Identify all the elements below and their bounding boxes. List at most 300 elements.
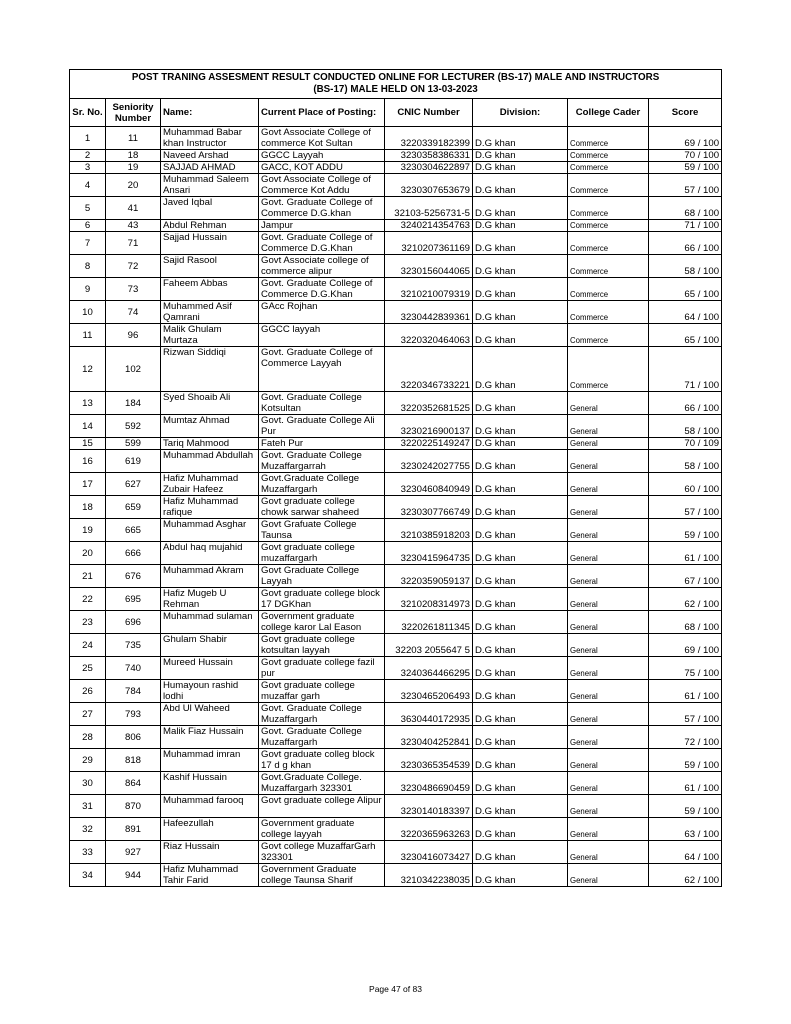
result-table — [69, 69, 722, 887]
table-row — [70, 726, 722, 749]
row-sr: 2 — [70, 150, 106, 162]
table-row — [70, 795, 722, 818]
row-name: Abdul haq mujahid — [161, 542, 259, 565]
table-row — [70, 301, 722, 324]
row-division: D.G khan — [473, 150, 568, 162]
row-sr: 15 — [70, 438, 106, 450]
row-seniority: 72 — [106, 255, 161, 278]
row-cnic: 3230358386331 — [385, 150, 473, 162]
row-seniority: 818 — [106, 749, 161, 772]
row-name: Sajid Rasool — [161, 255, 259, 278]
row-division: D.G khan — [473, 347, 568, 392]
row-division: D.G khan — [473, 634, 568, 657]
title-line-1: POST TRANING ASSESMENT RESULT CONDUCTED ONLINE FOR LECTURER (BS-17) MALE AND INSTRUCTORS — [131, 72, 660, 83]
row-score: 62 / 100 — [649, 864, 722, 887]
row-score: 66 / 100 — [649, 232, 722, 255]
row-sr: 21 — [70, 565, 106, 588]
row-cnic: 3230365354539 — [385, 749, 473, 772]
row-sr: 23 — [70, 611, 106, 634]
row-posting: Govt. Graduate College Kotsultan — [259, 392, 385, 415]
row-name: Abd Ul Waheed — [161, 703, 259, 726]
table-row — [70, 588, 722, 611]
row-seniority: 73 — [106, 278, 161, 301]
row-seniority: 870 — [106, 795, 161, 818]
row-name: Muhammad imran — [161, 749, 259, 772]
row-cnic: 3230460840949 — [385, 473, 473, 496]
row-posting: Fateh Pur — [259, 438, 385, 450]
row-seniority: 793 — [106, 703, 161, 726]
row-seniority: 696 — [106, 611, 161, 634]
row-cadre: General — [568, 749, 649, 772]
row-sr: 18 — [70, 496, 106, 519]
row-cadre: Commerce — [568, 127, 649, 150]
row-cnic: 3210208314973 — [385, 588, 473, 611]
row-name: Malik Fiaz Hussain — [161, 726, 259, 749]
row-name: Mumtaz Ahmad — [161, 415, 259, 438]
table-row — [70, 197, 722, 220]
row-cnic: 3220225149247 — [385, 438, 473, 450]
row-score: 69 / 100 — [649, 127, 722, 150]
row-score: 65 / 100 — [649, 324, 722, 347]
row-cadre: General — [568, 392, 649, 415]
row-sr: 19 — [70, 519, 106, 542]
row-posting: Govt graduate college Alipur — [259, 795, 385, 818]
row-sr: 13 — [70, 392, 106, 415]
row-seniority: 11 — [106, 127, 161, 150]
row-cnic: 3630440172935 — [385, 703, 473, 726]
row-cadre: General — [568, 818, 649, 841]
row-division: D.G khan — [473, 255, 568, 278]
row-seniority: 665 — [106, 519, 161, 542]
row-cnic: 3220352681525 — [385, 392, 473, 415]
row-cnic: 3230415964735 — [385, 542, 473, 565]
row-cnic: 3230416073427 — [385, 841, 473, 864]
row-cadre: General — [568, 565, 649, 588]
row-seniority: 695 — [106, 588, 161, 611]
row-cnic: 3230307766749 — [385, 496, 473, 519]
row-cnic: 3210210079319 — [385, 278, 473, 301]
row-cadre: Commerce — [568, 278, 649, 301]
row-score: 59 / 100 — [649, 795, 722, 818]
table-row — [70, 749, 722, 772]
row-posting: Govt graduate college block 17 DGKhan — [259, 588, 385, 611]
row-seniority: 784 — [106, 680, 161, 703]
table-row — [70, 496, 722, 519]
row-cnic: 3240364466295 — [385, 657, 473, 680]
row-division: D.G khan — [473, 542, 568, 565]
row-score: 57 / 100 — [649, 174, 722, 197]
row-division: D.G khan — [473, 703, 568, 726]
row-cnic: 3240214354763 — [385, 220, 473, 232]
row-cnic: 3230216900137 — [385, 415, 473, 438]
row-cadre: Commerce — [568, 255, 649, 278]
row-score: 58 / 100 — [649, 415, 722, 438]
row-cnic: 3230242027755 — [385, 450, 473, 473]
row-name: Muhammad farooq — [161, 795, 259, 818]
row-posting: Govt. Graduate College Muzaffargarh — [259, 726, 385, 749]
row-division: D.G khan — [473, 611, 568, 634]
row-cadre: General — [568, 588, 649, 611]
table-row — [70, 415, 722, 438]
table-row — [70, 519, 722, 542]
row-cnic: 3230140183397 — [385, 795, 473, 818]
row-score: 66 / 100 — [649, 392, 722, 415]
row-sr: 25 — [70, 657, 106, 680]
row-sr: 14 — [70, 415, 106, 438]
table-row — [70, 818, 722, 841]
row-division: D.G khan — [473, 680, 568, 703]
row-posting: Govt. Graduate College Muzaffargarrah — [259, 450, 385, 473]
row-name: Muhammad Abdullah — [161, 450, 259, 473]
row-score: 68 / 100 — [649, 197, 722, 220]
row-score: 70 / 109 — [649, 438, 722, 450]
table-row — [70, 611, 722, 634]
row-name: Muhammad Saleem Ansari — [161, 174, 259, 197]
row-name: Rizwan Siddiqi — [161, 347, 259, 392]
row-score: 57 / 100 — [649, 703, 722, 726]
table-row — [70, 232, 722, 255]
row-score: 58 / 100 — [649, 255, 722, 278]
row-score: 59 / 100 — [649, 162, 722, 174]
header-cnic: CNIC Number — [385, 99, 473, 127]
header-division: Division: — [473, 99, 568, 127]
row-score: 64 / 100 — [649, 301, 722, 324]
row-cadre: General — [568, 703, 649, 726]
row-posting: Jampur — [259, 220, 385, 232]
table-row — [70, 347, 722, 392]
row-name: Faheem Abbas — [161, 278, 259, 301]
row-sr: 11 — [70, 324, 106, 347]
row-division: D.G khan — [473, 392, 568, 415]
row-posting: Govt.Graduate College. Muzaffargarh 323301 — [259, 772, 385, 795]
row-division: D.G khan — [473, 795, 568, 818]
table-row — [70, 703, 722, 726]
row-name: Hafiz Mugeb U Rehman — [161, 588, 259, 611]
row-seniority: 659 — [106, 496, 161, 519]
row-score: 63 / 100 — [649, 818, 722, 841]
row-score: 70 / 100 — [649, 150, 722, 162]
row-score: 60 / 100 — [649, 473, 722, 496]
row-seniority: 96 — [106, 324, 161, 347]
row-score: 59 / 100 — [649, 519, 722, 542]
row-posting: Govt graduate college muzaffargarh — [259, 542, 385, 565]
table-row — [70, 392, 722, 415]
row-name: Syed Shoaib Ali — [161, 392, 259, 415]
row-cnic: 3220261811345 — [385, 611, 473, 634]
row-division: D.G khan — [473, 565, 568, 588]
row-cnic: 3220365963263 — [385, 818, 473, 841]
row-score: 65 / 100 — [649, 278, 722, 301]
row-name: Hafiz Muhammad Zubair Hafeez — [161, 473, 259, 496]
row-posting: Government graduate college karor Lal Eason — [259, 611, 385, 634]
row-posting: Government graduate college layyah — [259, 818, 385, 841]
row-cadre: Commerce — [568, 197, 649, 220]
row-division: D.G khan — [473, 278, 568, 301]
row-sr: 16 — [70, 450, 106, 473]
row-sr: 30 — [70, 772, 106, 795]
page-footer: Page 47 of 83 — [369, 984, 422, 994]
row-cnic: 3210385918203 — [385, 519, 473, 542]
row-sr: 33 — [70, 841, 106, 864]
row-cnic: 3210207361169 — [385, 232, 473, 255]
row-cnic: 3210342238035 — [385, 864, 473, 887]
row-seniority: 891 — [106, 818, 161, 841]
row-name: Hafiz Muhammad rafique — [161, 496, 259, 519]
row-cadre: General — [568, 680, 649, 703]
row-sr: 1 — [70, 127, 106, 150]
row-posting: Govt Graduate College Layyah — [259, 565, 385, 588]
row-seniority: 806 — [106, 726, 161, 749]
row-cadre: General — [568, 496, 649, 519]
header-score: Score — [649, 99, 722, 127]
row-cadre: General — [568, 519, 649, 542]
row-seniority: 740 — [106, 657, 161, 680]
row-cadre: General — [568, 450, 649, 473]
row-sr: 7 — [70, 232, 106, 255]
row-sr: 8 — [70, 255, 106, 278]
row-posting: Govt college MuzaffarGarh 323301 — [259, 841, 385, 864]
row-cadre: Commerce — [568, 301, 649, 324]
row-division: D.G khan — [473, 726, 568, 749]
row-cadre: General — [568, 634, 649, 657]
row-division: D.G khan — [473, 519, 568, 542]
row-name: Javed Iqbal — [161, 197, 259, 220]
row-name: Naveed Arshad — [161, 150, 259, 162]
row-sr: 22 — [70, 588, 106, 611]
row-seniority: 19 — [106, 162, 161, 174]
row-name: Hafiz Muhammad Tahir Farid — [161, 864, 259, 887]
row-division: D.G khan — [473, 301, 568, 324]
row-posting: Govt Associate College of Commerce Kot Addu — [259, 174, 385, 197]
row-score: 71 / 100 — [649, 347, 722, 392]
header-seniority: Seniority Number — [106, 99, 161, 127]
row-name: Kashif Hussain — [161, 772, 259, 795]
table-row — [70, 772, 722, 795]
row-posting: Govt graduate college kotsultan layyah — [259, 634, 385, 657]
row-name: Riaz Hussain — [161, 841, 259, 864]
row-score: 69 / 100 — [649, 634, 722, 657]
table-row — [70, 657, 722, 680]
row-sr: 34 — [70, 864, 106, 887]
row-score: 71 / 100 — [649, 220, 722, 232]
row-sr: 31 — [70, 795, 106, 818]
row-score: 64 / 100 — [649, 841, 722, 864]
row-cadre: Commerce — [568, 347, 649, 392]
row-cnic: 3230404252841 — [385, 726, 473, 749]
row-posting: Govt. Graduate College Ali Pur — [259, 415, 385, 438]
row-seniority: 619 — [106, 450, 161, 473]
row-name: Muhammad Asghar — [161, 519, 259, 542]
row-sr: 29 — [70, 749, 106, 772]
row-division: D.G khan — [473, 232, 568, 255]
row-cnic: 3230442839361 — [385, 301, 473, 324]
row-division: D.G khan — [473, 841, 568, 864]
row-name: SAJJAD AHMAD — [161, 162, 259, 174]
row-seniority: 599 — [106, 438, 161, 450]
row-cnic: 32203 2055647 5 — [385, 634, 473, 657]
row-posting: Government Graduate college Taunsa Sharif — [259, 864, 385, 887]
row-posting: Govt. Graduate College of Commerce D.G.khan — [259, 197, 385, 220]
row-sr: 27 — [70, 703, 106, 726]
row-division: D.G khan — [473, 438, 568, 450]
row-cnic: 3220339182399 — [385, 127, 473, 150]
row-cnic: 3220359059137 — [385, 565, 473, 588]
row-cnic: 3230486690459 — [385, 772, 473, 795]
table-row — [70, 634, 722, 657]
header-cadre: College Cader — [568, 99, 649, 127]
row-seniority: 676 — [106, 565, 161, 588]
row-score: 58 / 100 — [649, 450, 722, 473]
row-cadre: Commerce — [568, 162, 649, 174]
row-division: D.G khan — [473, 588, 568, 611]
row-cadre: General — [568, 542, 649, 565]
row-score: 67 / 100 — [649, 565, 722, 588]
row-score: 72 / 100 — [649, 726, 722, 749]
row-cadre: General — [568, 611, 649, 634]
row-sr: 32 — [70, 818, 106, 841]
row-seniority: 41 — [106, 197, 161, 220]
row-sr: 9 — [70, 278, 106, 301]
table-row — [70, 174, 722, 197]
table-row — [70, 450, 722, 473]
row-seniority: 43 — [106, 220, 161, 232]
row-division: D.G khan — [473, 174, 568, 197]
row-sr: 6 — [70, 220, 106, 232]
table-row — [70, 565, 722, 588]
row-name: Muhammad Akram — [161, 565, 259, 588]
table-row — [70, 220, 722, 232]
row-seniority: 666 — [106, 542, 161, 565]
row-seniority: 71 — [106, 232, 161, 255]
header-name: Name: — [161, 99, 259, 127]
row-sr: 28 — [70, 726, 106, 749]
row-division: D.G khan — [473, 749, 568, 772]
row-seniority: 944 — [106, 864, 161, 887]
row-name: Muhammad Babar khan Instructor — [161, 127, 259, 150]
table-row — [70, 278, 722, 301]
row-posting: Govt Associate College of commerce Kot Sultan — [259, 127, 385, 150]
table-row — [70, 255, 722, 278]
table-row — [70, 841, 722, 864]
row-seniority: 184 — [106, 392, 161, 415]
row-division: D.G khan — [473, 197, 568, 220]
row-division: D.G khan — [473, 496, 568, 519]
table-row — [70, 162, 722, 174]
row-cadre: General — [568, 726, 649, 749]
row-posting: Govt. Graduate College of Commerce D.G.Khan — [259, 232, 385, 255]
document-title — [70, 70, 722, 99]
row-sr: 20 — [70, 542, 106, 565]
row-seniority: 102 — [106, 347, 161, 392]
row-sr: 4 — [70, 174, 106, 197]
row-division: D.G khan — [473, 864, 568, 887]
table-row — [70, 127, 722, 150]
row-cadre: General — [568, 864, 649, 887]
row-sr: 10 — [70, 301, 106, 324]
row-division: D.G khan — [473, 127, 568, 150]
row-seniority: 592 — [106, 415, 161, 438]
row-cnic: 3230156044065 — [385, 255, 473, 278]
row-sr: 3 — [70, 162, 106, 174]
table-row — [70, 150, 722, 162]
row-score: 68 / 100 — [649, 611, 722, 634]
row-name: Mureed Hussain — [161, 657, 259, 680]
row-posting: Govt Associate college of commerce alipur — [259, 255, 385, 278]
row-score: 57 / 100 — [649, 496, 722, 519]
row-cadre: Commerce — [568, 220, 649, 232]
row-name: Sajjad Hussain — [161, 232, 259, 255]
row-cnic: 3230307653679 — [385, 174, 473, 197]
row-cadre: Commerce — [568, 150, 649, 162]
row-cadre: Commerce — [568, 174, 649, 197]
row-score: 62 / 100 — [649, 588, 722, 611]
row-cnic: 32103-5256731-5 — [385, 197, 473, 220]
row-cnic: 3230465206493 — [385, 680, 473, 703]
row-name: Muhammad sulaman — [161, 611, 259, 634]
row-cadre: Commerce — [568, 232, 649, 255]
row-score: 75 / 100 — [649, 657, 722, 680]
table-row — [70, 542, 722, 565]
row-division: D.G khan — [473, 162, 568, 174]
row-posting: GAcc Rojhan — [259, 301, 385, 324]
row-cadre: General — [568, 473, 649, 496]
row-division: D.G khan — [473, 324, 568, 347]
row-cadre: General — [568, 415, 649, 438]
row-seniority: 735 — [106, 634, 161, 657]
row-division: D.G khan — [473, 450, 568, 473]
row-cnic: 3220320464063 — [385, 324, 473, 347]
row-name: Tariq Mahmood — [161, 438, 259, 450]
table-row — [70, 473, 722, 496]
row-posting: Govt Grafuate College Taunsa — [259, 519, 385, 542]
row-division: D.G khan — [473, 473, 568, 496]
header-posting: Current Place of Posting: — [259, 99, 385, 127]
row-name: Humayoun rashid lodhi — [161, 680, 259, 703]
row-sr: 12 — [70, 347, 106, 392]
row-seniority: 74 — [106, 301, 161, 324]
row-cadre: Commerce — [568, 324, 649, 347]
row-seniority: 864 — [106, 772, 161, 795]
row-name: Hafeezullah — [161, 818, 259, 841]
title-line-2: (BS-17) MALE HELD ON 13-03-2023 — [313, 84, 478, 95]
table-row — [70, 864, 722, 887]
row-division: D.G khan — [473, 220, 568, 232]
row-seniority: 20 — [106, 174, 161, 197]
row-score: 59 / 100 — [649, 749, 722, 772]
row-score: 61 / 100 — [649, 772, 722, 795]
row-posting: Govt. Graduate College of Commerce Layyah — [259, 347, 385, 392]
table-row — [70, 438, 722, 450]
row-posting: Govt graduate colleg block 17 d g khan — [259, 749, 385, 772]
row-posting: GACC, KOT ADDU — [259, 162, 385, 174]
row-posting: Govt. Graduate College Muzaffargarh — [259, 703, 385, 726]
row-sr: 17 — [70, 473, 106, 496]
row-seniority: 927 — [106, 841, 161, 864]
row-seniority: 627 — [106, 473, 161, 496]
row-name: Abdul Rehman — [161, 220, 259, 232]
row-cadre: General — [568, 841, 649, 864]
row-cadre: General — [568, 795, 649, 818]
row-division: D.G khan — [473, 818, 568, 841]
row-cadre: General — [568, 772, 649, 795]
row-division: D.G khan — [473, 772, 568, 795]
row-sr: 5 — [70, 197, 106, 220]
row-posting: GGCC Layyah — [259, 150, 385, 162]
row-cadre: General — [568, 438, 649, 450]
row-posting: Govt graduate college muzaffar garh — [259, 680, 385, 703]
row-posting: Govt. Graduate College of Commerce D.G.Khan — [259, 278, 385, 301]
table-body — [70, 127, 722, 887]
